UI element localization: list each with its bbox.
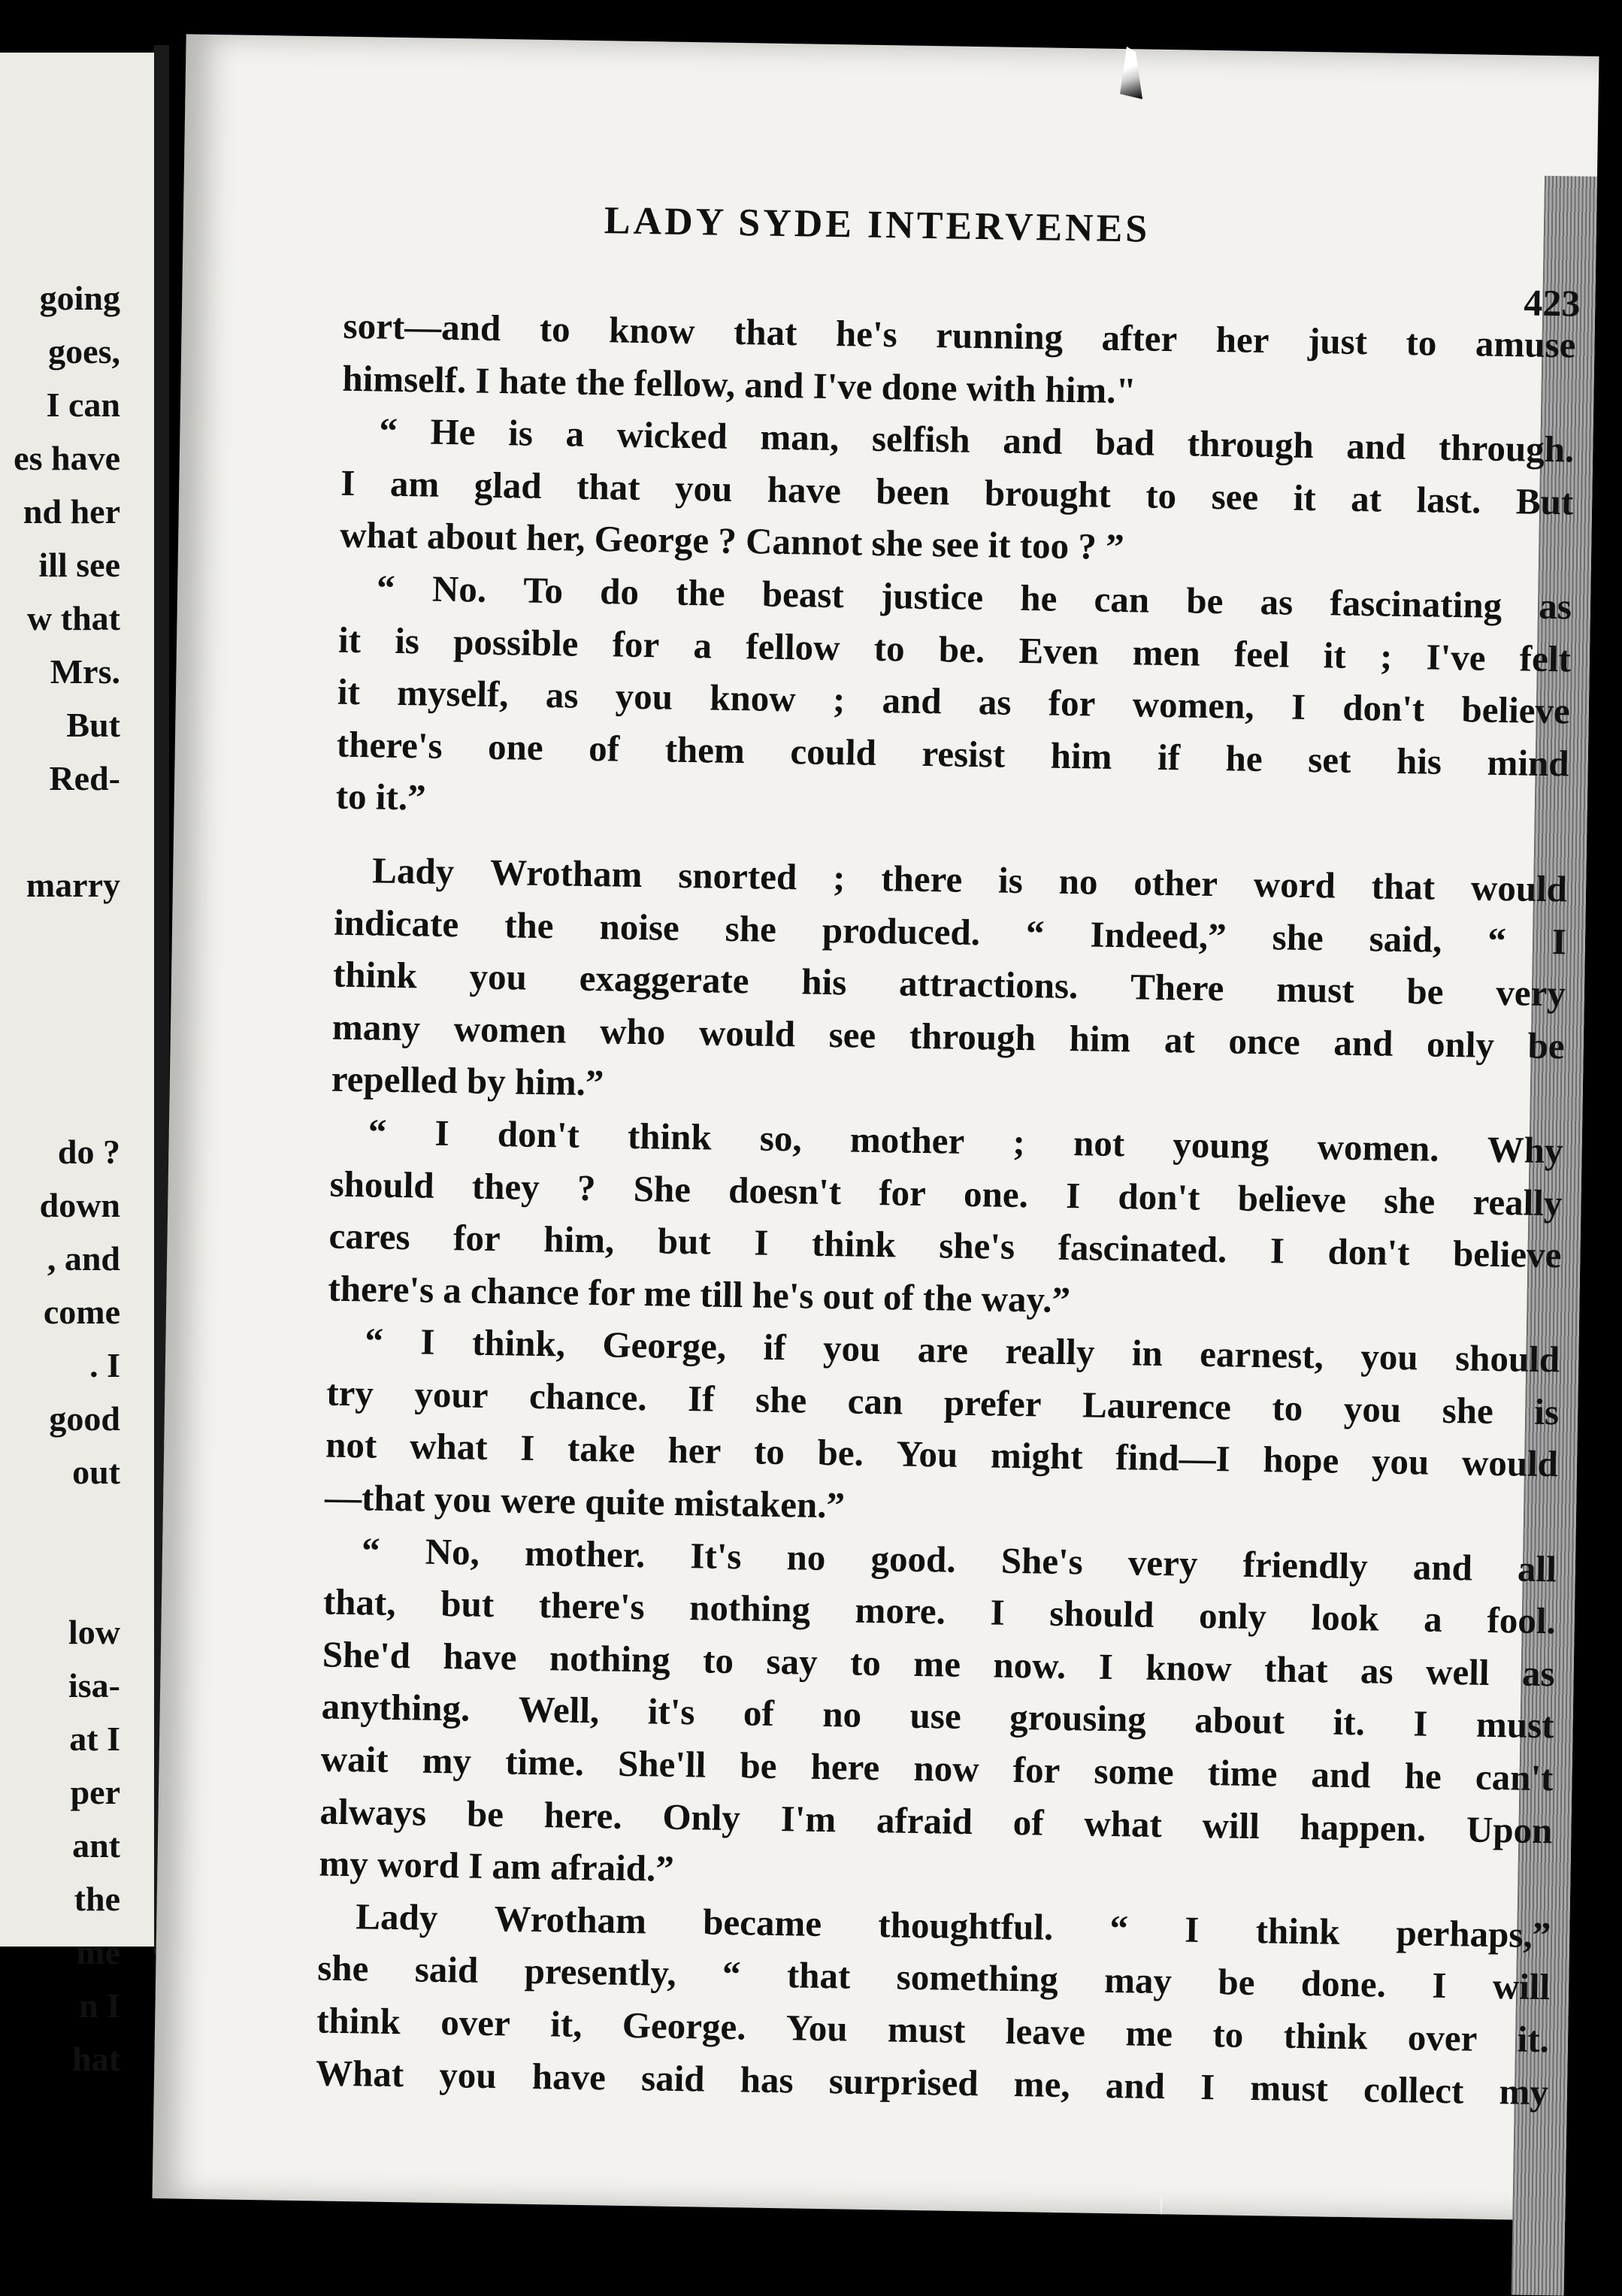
left-page-line: es have	[14, 439, 120, 477]
text-line: anything. Well, it's of no use grousing about it. I must	[321, 1685, 1554, 1747]
left-page-line: low	[68, 1613, 120, 1651]
text-line: —that you were quite mistaken.”	[324, 1476, 846, 1526]
text-line: there's a chance for me till he's out of the way.”	[328, 1267, 1071, 1320]
left-page-line: goes,	[48, 332, 120, 371]
text-line: repelled by him.”	[331, 1057, 604, 1104]
left-page-line: Mrs.	[50, 652, 120, 691]
text-line: “ He is a wicked man, selfish and bad through and through.	[379, 410, 1575, 470]
left-page-line: down	[39, 1186, 120, 1224]
left-page-line: me	[76, 1933, 120, 1971]
left-page-line: the	[74, 1880, 120, 1918]
text-line: “ I think, George, if you are really in earnest, you should	[365, 1320, 1560, 1381]
book-page	[152, 34, 1599, 2220]
text-line: many women who would see through him at once and only be	[331, 1006, 1566, 1067]
left-page-line: w that	[27, 599, 120, 637]
text-line: Lady Wrotham became thoughtful. “ I think perhaps,”	[355, 1895, 1551, 1956]
left-page-line: out	[72, 1453, 120, 1491]
text-line: think you exaggerate his attractions. There must be very	[332, 953, 1566, 1015]
text-line: himself. I hate the fellow, and I've done with him."	[342, 357, 1137, 411]
left-page-line: But	[66, 706, 120, 744]
text-line: she said presently, “ that something may be done. I will	[316, 1947, 1551, 2008]
text-line: She'd have nothing to say to me now. I know that as well as	[322, 1633, 1556, 1695]
left-page-line: n I	[79, 1986, 120, 2025]
text-line: what about her, George ? Cannot she see it too ? ”	[339, 514, 1125, 568]
left-page-line: nd her	[23, 492, 120, 531]
left-page-line: . I	[89, 1346, 120, 1384]
text-line: try your chance. If she can prefer Laurence to you she is	[325, 1372, 1560, 1433]
left-page-line: , and	[47, 1239, 120, 1278]
text-line: that, but there's nothing more. I should only look a fool.	[322, 1581, 1557, 1642]
text-line: wait my time. She'll be here now for some time and he can't	[320, 1738, 1554, 1799]
bottom-mark: †	[1154, 2184, 1169, 2218]
text-line: to it.”	[335, 776, 426, 818]
text-line: “ No, mother. It's no good. She's very friendly and all	[361, 1529, 1557, 1590]
text-line: “ I don't think so, mother ; not young women. Why	[368, 1111, 1563, 1172]
page-number: 423	[1523, 281, 1581, 325]
text-line: cares for him, but I think she's fascinated. I don't believe	[328, 1215, 1562, 1276]
left-page-line: do ?	[57, 1133, 120, 1171]
left-page-line: hat	[72, 2040, 120, 2078]
text-line: “ No. To do the beast justice he can be as fascinating as	[376, 567, 1572, 628]
text-line: it is possible for a fellow to be. Even men feel it ; I've felt	[337, 619, 1572, 680]
text-line: Lady Wrotham snorted ; there is no other word that would	[371, 849, 1568, 910]
left-page-line: going	[39, 279, 120, 317]
text-line: always be here. Only I'm afraid of what will happen. Upon	[319, 1790, 1553, 1851]
left-page-line: isa-	[68, 1666, 120, 1705]
text-line: my word I am afraid.”	[319, 1842, 675, 1890]
text-line: sort—and to know that he's running after her just to amuse	[343, 304, 1576, 366]
text-line: should they ? She doesn't for one. I don't believe she really	[329, 1163, 1563, 1224]
text-line: there's one of them could resist him if he set his mind	[336, 723, 1569, 785]
left-page-line: ill see	[38, 546, 120, 584]
running-head: LADY SYDE INTERVENES	[604, 199, 1151, 251]
previous-page-fragment	[0, 53, 156, 2078]
left-page-line: marry	[26, 866, 120, 904]
text-line: I am glad that you have been brought to see it at last. But	[340, 461, 1574, 523]
text-line: it myself, as you know ; and as for women, I don't believe	[337, 670, 1571, 732]
left-page-line: ant	[72, 1826, 120, 1865]
left-page-line: I can	[46, 386, 120, 424]
text-line: think over it, George. You must leave me to think over it.	[316, 1999, 1550, 2061]
body-text	[316, 300, 1576, 2119]
left-page-line: per	[70, 1773, 120, 1811]
left-page-line: come	[43, 1293, 120, 1331]
text-line: What you have said has surprised me, and I must collect my	[315, 2052, 1549, 2113]
left-page-line: good	[49, 1399, 120, 1438]
left-page-line: Red-	[49, 759, 120, 797]
text-line: not what I take her to be. You might find—I hope you would	[325, 1424, 1559, 1485]
text-line: indicate the noise she produced. “ Indeed,” she said, “ I	[333, 901, 1567, 962]
left-page-line: at I	[69, 1720, 120, 1758]
